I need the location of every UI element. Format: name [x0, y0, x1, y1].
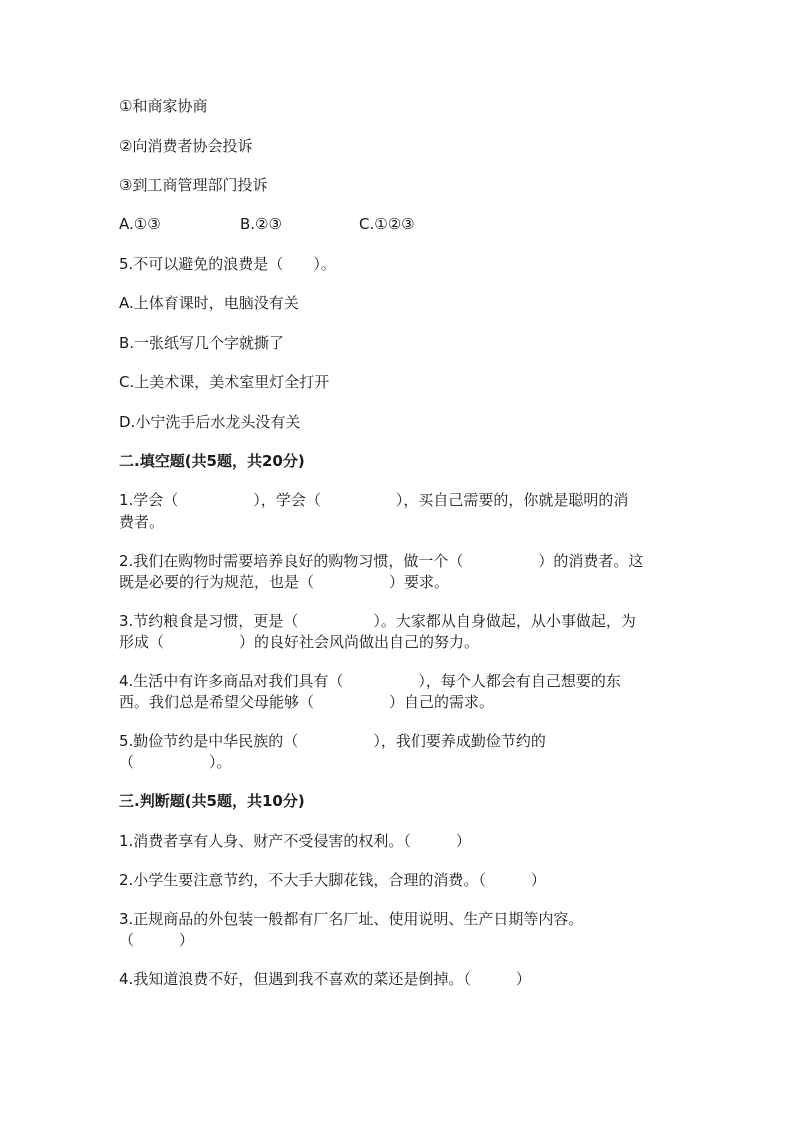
q5-option-d: D.小宁洗手后水龙头没有关	[119, 413, 301, 431]
option-a: A.①③	[119, 215, 161, 233]
fill-q5-line1: 5.勤俭节约是中华民族的（ ），我们要养成勤俭节约的	[119, 732, 546, 750]
section-3-heading: 三.判断题(共5题，共10分)	[119, 792, 305, 810]
judge-q4: 4.我知道浪费不好，但遇到我不喜欢的菜还是倒掉。（ ）	[119, 970, 531, 988]
fill-q5-line2: （ ）。	[119, 753, 232, 771]
judge-q1: 1.消费者享有人身、财产不受侵害的权利。（ ）	[119, 832, 471, 850]
option-c: C.①②③	[359, 215, 415, 233]
q5-option-a: A.上体育课时，电脑没有关	[119, 294, 299, 312]
q5-option-b: B.一张纸写几个字就撕了	[119, 334, 285, 352]
fill-q2-line2: 既是必要的行为规范，也是（ ）要求。	[119, 573, 450, 591]
fill-q3-line2: 形成（ ）的良好社会风尚做出自己的努力。	[119, 633, 480, 651]
fill-q4-line2: 西。我们总是希望父母能够（ ）自己的需求。	[119, 693, 495, 711]
choice-2: ②向消费者协会投诉	[119, 137, 253, 155]
choice-3: ③到工商管理部门投诉	[119, 176, 268, 194]
judge-q3-line1: 3.正规商品的外包装一般都有厂名厂址、使用说明、生产日期等内容。	[119, 910, 584, 928]
q5-stem: 5.不可以避免的浪费是（ ）。	[119, 255, 336, 273]
q5-option-c: C.上美术课，美术室里灯全打开	[119, 373, 330, 391]
fill-q4-line1: 4.生活中有许多商品对我们具有（ ），每个人都会有自己想要的东	[119, 672, 621, 690]
section-2-heading: 二.填空题(共5题，共20分)	[119, 452, 305, 470]
fill-q3-line1: 3.节约粮食是习惯，更是（ ）。大家都从自身做起，从小事做起，为	[119, 612, 636, 630]
judge-q2: 2.小学生要注意节约，不大手大脚花钱，合理的消费。（ ）	[119, 871, 546, 889]
fill-q1-line1: 1.学会（ ），学会（ ），买自己需要的，你就是聪明的消	[119, 491, 629, 509]
fill-q1-line2: 费者。	[119, 513, 165, 531]
judge-q3-line2: （ ）	[119, 931, 195, 949]
choice-1: ①和商家协商	[119, 97, 208, 115]
option-b: B.②③	[240, 215, 282, 233]
fill-q2-line1: 2.我们在购物时需要培养良好的购物习惯，做一个（ ）的消费者。这	[119, 552, 644, 570]
